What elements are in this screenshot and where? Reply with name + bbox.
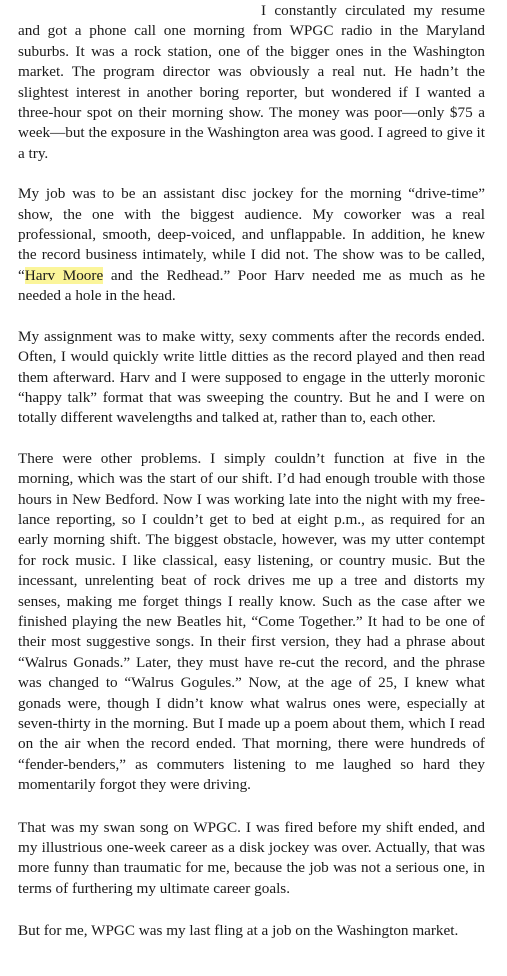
paragraph-gap — [18, 307, 485, 327]
paragraph-5: That was my swan song on WPGC. I was fired before my shift ended, and my illustrious one-week career as a disk jockey was over. Actually, that was more funny than traumatic for me, because the job was not a serious one, in terms of furthering my ultimate career goals. — [18, 818, 485, 897]
paragraph-6: But for me, WPGC was my last fling at a job on the Washington market. — [18, 922, 459, 940]
paragraph-2 — [18, 184, 485, 306]
paragraph-4: There were other problems. I simply couldn’t function at five in the morning, which was the start of our shift. I’d had enough trouble with those hours in New Bedford. Now I was working late into the night with my free-lance reporting, so I couldn’t get to bed at eight p.m., as required for an early morning shift. The biggest obstacle, however, was my utter contempt for rock music. I like classical, easy listening, or country music. But the incessant, unrelenting beat of rock drives me up a tree and distorts my senses, making me forget things I really know. Such as the case after we finished playing the new Beatles hit, “Come Together.” It had to be one of their most suggestive songs. In their first version, they had a phrase about “Walrus Gonads.” Later, they must have re-cut the record, and the phrase was changed to “Walrus Gogules.” Now, at the age of 25, I knew what gonads were, though I didn’t know what walrus ones were, especially at seven-thirty in the morning. But I made up a poem about them, which I read on the air when the record ended. That morning, there were hundreds of “fender-benders,” as commuters listening to me laughed so hard they momentarily forgot they were driving. — [18, 449, 485, 794]
paragraph-2-text-after: and the Redhead.” Poor Harv needed me as much as he needed a hole in the head. — [18, 266, 485, 305]
paragraph-gap — [18, 796, 485, 818]
highlighted-name: Harv Moore — [24, 266, 104, 284]
paragraph-1: I constantly circulated my resume and got a phone call one morning from WPGC radio in the Maryland suburbs. It was a rock station, one of the bigger ones in the Washington market. The program director was obviously a real nut. He hadn’t the slightest interest in another boring reporter, but wondered if I wanted a three-hour spot on their morning show. The money was poor—only $75 a week—but the exposure in the Washington area was good. I agreed to give it a try. — [18, 2, 485, 162]
paragraph-gap — [18, 899, 485, 921]
paragraph-3: My assignment was to make witty, sexy comments after the records ended. Often, I would quickly write little ditties as the record played and then read them afterward. Harv and I were supposed to engage in the utterly moronic “happy talk” format that was sweeping the country. But he and I were on totally different wavelengths and talked at, rather than to, each other. — [18, 327, 485, 427]
paragraph-gap — [18, 429, 485, 449]
book-page — [18, 0, 485, 942]
paragraph-2-text-before: My job was to be an assistant disc jockey for the morning “drive-time” show, the one with the biggest audience. My coworker was a real professional, smooth, deep-voiced, and unflappable. In addition, he knew the record business intimately, while I did not. The show was to be called, “ — [18, 185, 485, 284]
paragraph-gap — [18, 164, 485, 184]
